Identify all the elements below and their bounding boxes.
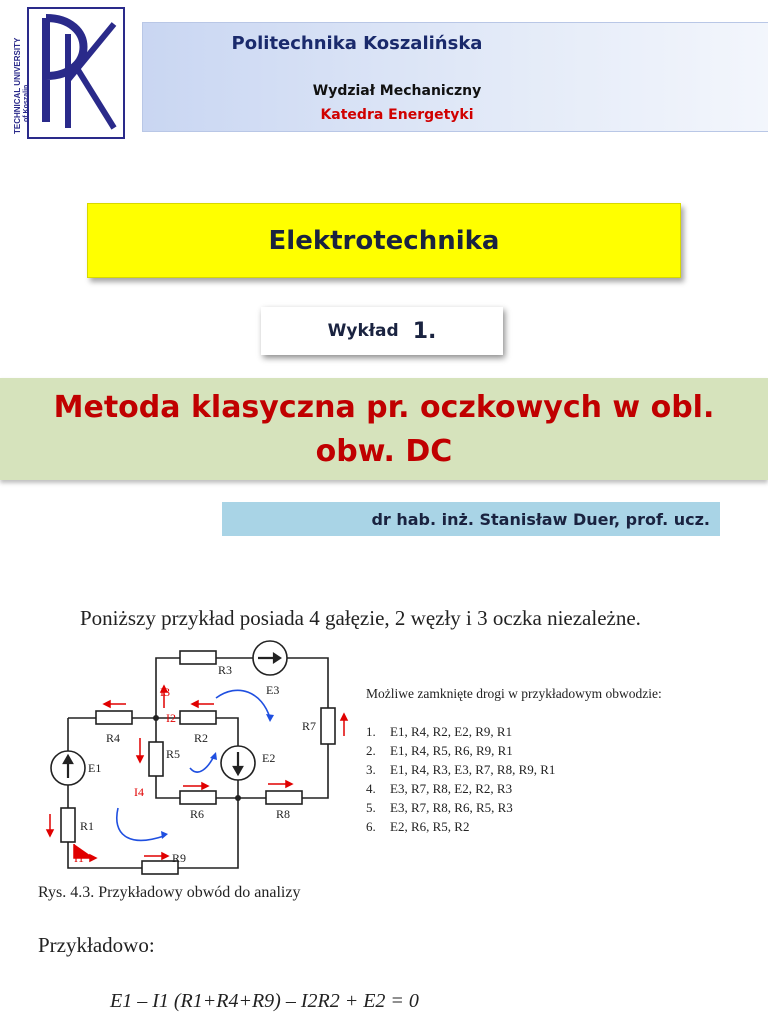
label-i1: I1 (74, 851, 84, 865)
resistor-r6 (180, 791, 216, 804)
path-number: 2. (366, 743, 376, 758)
resistor-r4 (96, 711, 132, 724)
topic-line-1: Metoda klasyczna pr. oczkowych w obl. (53, 390, 715, 425)
label-r1: R1 (80, 819, 95, 833)
path-number: 5. (366, 800, 376, 815)
lecture-badge (261, 307, 503, 355)
topic-line-2: obw. DC (315, 434, 453, 469)
path-text: E1, R4, R2, E2, R9, R1 (390, 724, 513, 739)
resistor-r1 (61, 808, 75, 842)
path-item (366, 743, 513, 759)
header-banner (142, 22, 768, 132)
resistor-r8 (266, 791, 302, 804)
intro-text: Poniższy przykład posiada 4 gałęzie, 2 węzły i 3 oczka niezależne. (80, 606, 641, 630)
path-text: E1, R4, R3, E3, R7, R8, R9, R1 (390, 762, 556, 777)
label-r4: R4 (106, 731, 121, 745)
label-r7: R7 (302, 719, 317, 733)
path-item (366, 724, 512, 740)
label-e2: E2 (262, 751, 276, 765)
path-text: E1, R4, R5, R6, R9, R1 (390, 743, 513, 758)
label-r2: R2 (194, 731, 209, 745)
path-number: 4. (366, 781, 376, 796)
path-text: E3, R7, R8, R6, R5, R3 (390, 800, 513, 815)
topic-title (0, 386, 768, 474)
example-label: Przykładowo: (38, 933, 155, 957)
path-number: 1. (366, 724, 376, 739)
author-name: dr hab. inż. Stanisław Duer, prof. ucz. (371, 509, 710, 529)
resistor-r7 (321, 708, 335, 744)
resistor-r3 (180, 651, 216, 664)
paths-title: Możliwe zamknięte drogi w przykładowym obwodzie: (366, 686, 662, 701)
resistor-r5 (149, 742, 163, 776)
label-r3: R3 (218, 663, 233, 677)
label-r6: R6 (190, 807, 205, 821)
equation: E1 – I1 (R1+R4+R9) – I2R2 + E2 = 0 (110, 990, 419, 1012)
author-banner (222, 502, 720, 536)
resistor-r2 (180, 711, 216, 724)
path-text: E2, R6, R5, R2 (390, 819, 470, 834)
label-e1: E1 (88, 761, 102, 775)
label-r5: R5 (166, 747, 181, 761)
label-r8: R8 (276, 807, 291, 821)
circuit-wires (68, 658, 328, 868)
label-e3: E3 (266, 683, 280, 697)
faculty-name: Wydział Mechaniczny (312, 83, 482, 99)
label-i3: I3 (160, 685, 170, 699)
path-item (366, 781, 512, 797)
label-i2: I2 (166, 711, 176, 725)
path-item (366, 819, 469, 835)
path-number: 6. (366, 819, 376, 834)
path-item (366, 800, 513, 816)
topic-banner (0, 378, 768, 480)
logo-text-1: TECHNICAL UNIVERSITY (13, 37, 22, 134)
circuit-diagram (38, 638, 358, 878)
department-name: Katedra Energetyki (320, 107, 474, 123)
subject-banner (87, 203, 681, 278)
path-number: 3. (366, 762, 376, 777)
path-item (366, 762, 555, 778)
label-i4: I4 (134, 785, 144, 799)
figure-caption: Rys. 4.3. Przykładowy obwód do analizy (38, 884, 301, 901)
subject-title: Elektrotechnika (268, 225, 500, 256)
lecture-number: 1. (412, 318, 437, 344)
lecture-label: Wykład (327, 321, 399, 341)
logo-text-2: of Koszalin (23, 84, 30, 122)
label-r9: R9 (172, 851, 187, 865)
path-text: E3, R7, R8, E2, R2, R3 (390, 781, 513, 796)
university-name: Politechnika Koszalińska (231, 33, 483, 54)
